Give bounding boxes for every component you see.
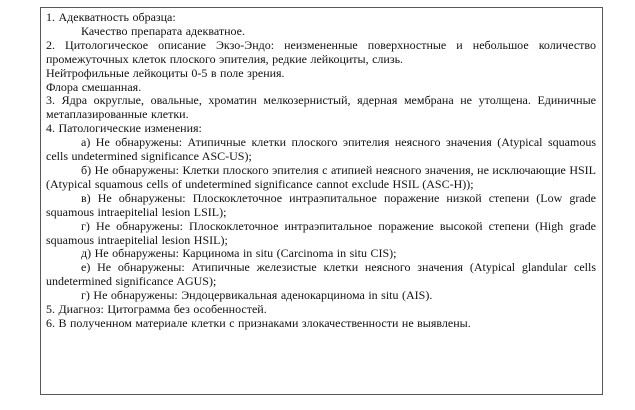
line-sample-adequacy: 1. Адекватность образца: bbox=[46, 10, 176, 24]
line-diagnosis: 5. Диагноз: Цитограмма без особенностей. bbox=[46, 302, 267, 317]
line-neutrophil-leukocytes: Нейтрофильные лейкоциты 0-5 в поле зрения. bbox=[46, 65, 285, 80]
line-malignancy-conclusion: 6. В полученном материале клетки с признаками злокачественности не выявлены. bbox=[46, 315, 471, 330]
item-agus: е) Не обнаружены: Атипичные железистые клетки неясного значения (Atypical glandular cells undetermined significance AGUS); bbox=[46, 260, 596, 289]
item-asc-h: б) Не обнаружены: Клетки плоского эпителия с атипией неясного значения, не исключающие HSIL (Atypical squamous cells of undetermined significance cannot exclude HSIL (ASC-H)); bbox=[46, 162, 596, 191]
line-preparation-quality: Качество препарата адекватное. bbox=[81, 23, 245, 38]
item-ais: г) Не обнаружены: Эндоцервикальная аденокарцинома in situ (AIS). bbox=[81, 288, 433, 303]
para-cytological-description: 2. Цитологическое описание Экзо-Эндо: неизмененные поверхностные и небольшое количество промежуточных клеток плоского эпителия, редкие лейкоциты, слизь. bbox=[46, 37, 596, 66]
item-lsil: в) Не обнаружены: Плоскоклеточное интраэпитальное поражение низкой степени (Low grade squamous intraepitelial lesion LSIL); bbox=[46, 190, 596, 219]
item-hsil: г) Не обнаружены: Плоскоклеточное интраэпитальное поражение высокой степени (High grade squamous intraepitelial lesion HSIL); bbox=[46, 218, 596, 247]
cytology-report-box bbox=[40, 7, 603, 395]
item-cis: д) Не обнаружены: Карцинома in situ (Carcinoma in situ CIS); bbox=[81, 246, 397, 261]
line-pathological-changes-header: 4. Патологические изменения: bbox=[46, 121, 202, 136]
item-asc-us: а) Не обнаружены: Атипичные клетки плоского эпителия неясного значения (Atypical squamous cells undetermined significance ASC-US); bbox=[46, 135, 596, 164]
para-nuclei-description: 3. Ядра округлые, овальные, хроматин мелкозернистый, ядерная мембрана не утолщена. Единичные метаплазированные клетки. bbox=[46, 93, 596, 122]
line-flora: Флора смешанная. bbox=[46, 79, 142, 94]
